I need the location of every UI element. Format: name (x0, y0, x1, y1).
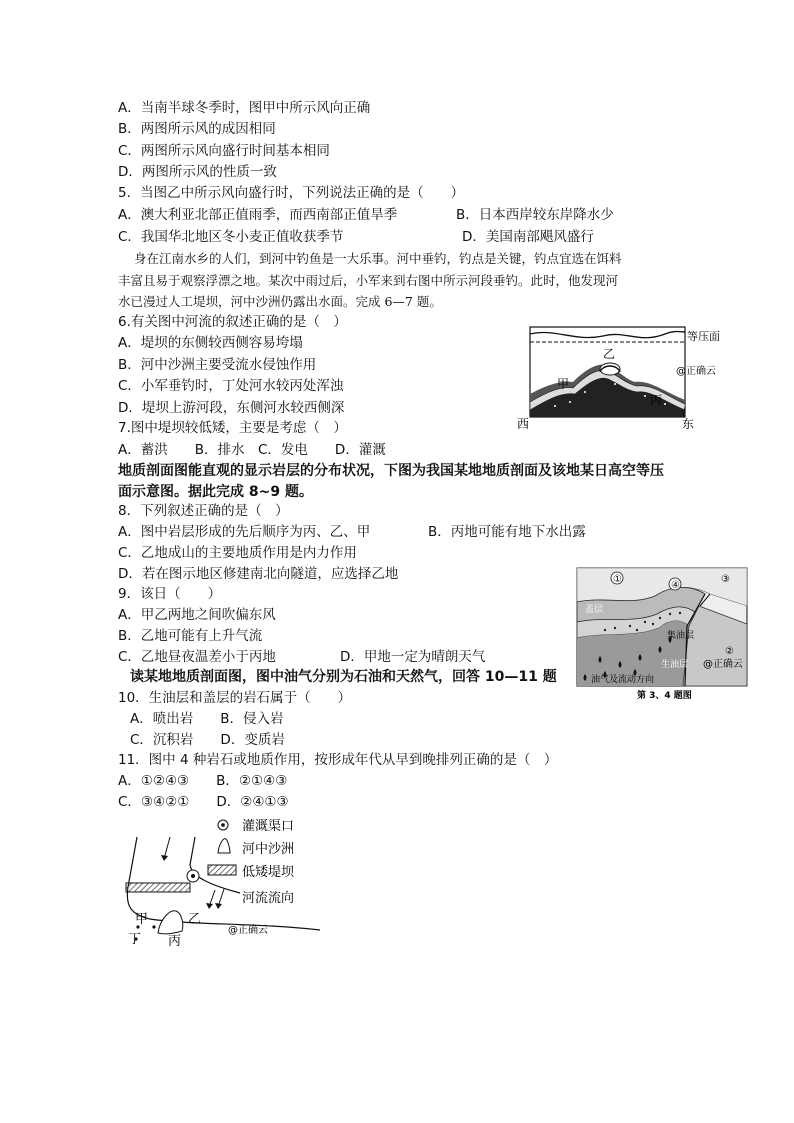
q11-options-ab: A．①②④③ B．②①④③ (118, 773, 288, 789)
q6-option-b: B．河中沙洲主要受流水侵蚀作用 (118, 357, 317, 373)
q4-option-b: B．两图所示风的成因相同 (118, 121, 276, 137)
fig1-label-east: 东 (682, 417, 695, 431)
q8-9-intro-line-1: 地质剖面图能直观的显示岩层的分布状况，下图为我国某地地质剖面及该地某日高空等压 (118, 463, 664, 479)
q9-option-c: C．乙地昼夜温差小于丙地 (118, 649, 276, 665)
q6-stem: 6.有关图中河流的叙述正确的是（ ） (118, 314, 347, 330)
q4-option-a: A．当南半球冬季时，图甲中所示风向正确 (118, 100, 371, 116)
fig1-label-west: 西 (517, 417, 530, 431)
q8-stem: 8．下列叙述正确的是（ ） (118, 503, 289, 519)
q9-option-d: D．甲地一定为晴朗天气 (340, 649, 486, 665)
q5-stem: 5．当图乙中所示风向盛行时，下列说法正确的是（ ） (118, 185, 465, 201)
fig2-source-label: 生油层 (661, 660, 689, 670)
fig3-label-bing: 丙 (168, 934, 182, 949)
fig1-watermark: @正确云 (676, 366, 716, 377)
fig3-label-yi: 乙 (188, 912, 202, 927)
q8-option-b: B．丙地可能有地下水出露 (428, 524, 586, 540)
oil-gas-geologic-profile-figure (575, 566, 750, 702)
geologic-profile-isobar-figure (515, 322, 730, 434)
passage-line-2: 丰富且易于观察浮漂之地。某次中雨过后，小军来到右图中所示河段垂钓。此时，他发现河 (118, 273, 619, 288)
q11-stem: 11．图中 4 种岩石或地质作用，按形成年代从早到晚排列正确的是（ ） (118, 752, 558, 768)
q11-options-cd: C．③④②① D．②④①③ (118, 794, 289, 810)
passage-line-1: 身在江南水乡的人们，到河中钓鱼是一大乐事。河中垂钓，钓点是关键，钓点宜选在饵料 (134, 251, 622, 266)
fig2-num-4: ④ (671, 580, 680, 591)
fig2-reservoir-label: 集油层 (667, 631, 695, 641)
isobar-label: 等压面 (687, 330, 720, 343)
q5-option-d: D．美国南部飓风盛行 (462, 229, 594, 245)
fig3-watermark: @正确云 (228, 925, 268, 936)
fig1-label-bing: 丙 (650, 393, 663, 407)
q7-options: A．蓄洪 B．排水 C．发电 D．灌溉 (118, 442, 386, 458)
passage-line-3: 水已漫过人工堤坝，河中沙洲仍露出水面。完成 6—7 题。 (118, 294, 442, 309)
legend-river-flow: 河流流向 (242, 891, 295, 906)
river-plan-figure (120, 815, 325, 970)
q7-stem: 7.图中堤坝较低矮，主要是考虑（ ） (118, 420, 347, 436)
fig1-label-jia: 甲 (557, 377, 570, 391)
q9-option-b: B．乙地可能有上升气流 (118, 628, 263, 644)
q6-option-d: D．堤坝上游河段，东侧河水较西侧深 (118, 400, 345, 416)
q10-stem: 10．生油层和盖层的岩石属于（ ） (118, 690, 352, 706)
fig2-watermark: @正确云 (703, 659, 743, 670)
q6-option-a: A．堤坝的东侧较西侧容易垮塌 (118, 335, 303, 351)
q10-11-intro: 读某地地质剖面图，图中油气分别为石油和天然气，回答 10—11 题 (130, 669, 557, 685)
fig2-caption: 第 3、4 题图 (637, 691, 692, 701)
fig3-label-jia: 甲 (135, 912, 149, 927)
legend-canal-intake: 灌溉渠口 (242, 819, 295, 834)
legend-low-dam: 低矮堤坝 (242, 865, 295, 880)
q8-9-intro-line-2: 面示意图。据此完成 8~9 题。 (118, 484, 313, 500)
fig2-num-2: ② (725, 646, 734, 657)
fig2-legend: 油气及流动方向 (591, 675, 655, 685)
q5-option-a: A．澳大利亚北部正值雨季，而西南部正值旱季 (118, 207, 398, 223)
fig3-label-ding: 丁 (128, 932, 142, 947)
q5-option-b: B．日本西岸较东岸降水少 (456, 207, 614, 223)
fig2-num-1: ① (613, 574, 622, 585)
q4-option-d: D．两图所示风的性质一致 (118, 164, 277, 180)
q6-option-c: C．小军垂钓时，丁处河水较丙处浑浊 (118, 378, 344, 394)
q8-option-c: C．乙地成山的主要地质作用是内力作用 (118, 545, 357, 561)
q8-option-d: D．若在图示地区修建南北向隧道，应选择乙地 (118, 566, 399, 582)
q4-option-c: C．两图所示风向盛行时间基本相同 (118, 143, 330, 159)
q10-options-cd: C．沉积岩 D．变质岩 (130, 732, 285, 748)
fig1-label-yi: 乙 (603, 347, 616, 361)
q9-stem: 9．该日（ ） (118, 586, 222, 602)
q5-option-c: C．我国华北地区冬小麦正值收获季节 (118, 229, 344, 245)
fig2-caprock-label: 盖层 (585, 605, 604, 615)
fig2-num-3: ③ (721, 574, 730, 585)
q10-options-ab: A．喷出岩 B．侵入岩 (130, 711, 284, 727)
legend-river-shoal: 河中沙洲 (242, 842, 295, 857)
q8-option-a: A．图中岩层形成的先后顺序为丙、乙、甲 (118, 524, 371, 540)
q9-option-a: A．甲乙两地之间吹偏东风 (118, 607, 276, 623)
